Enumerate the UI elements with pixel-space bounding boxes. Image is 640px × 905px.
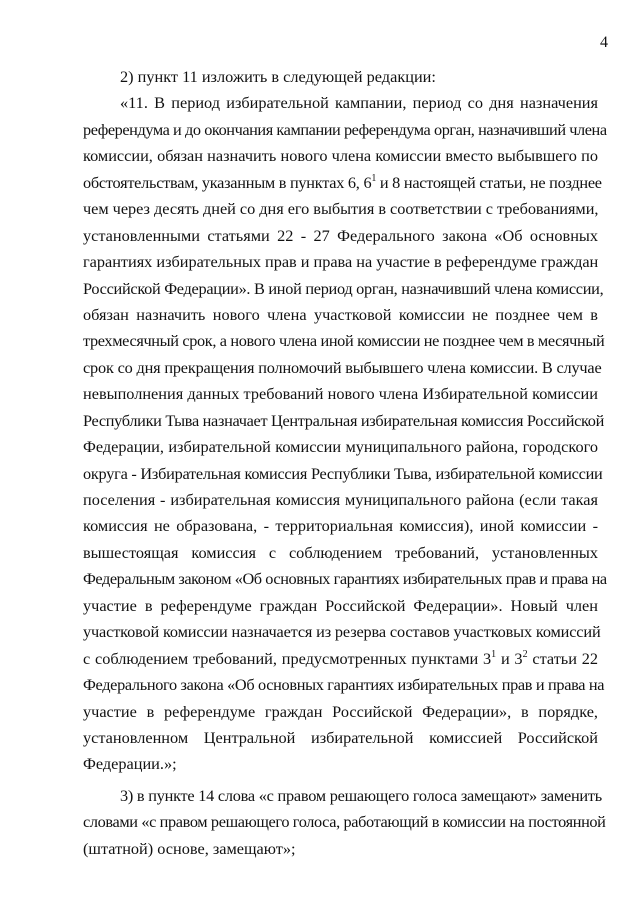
paragraph-line xyxy=(83,117,607,143)
superscript: 1 xyxy=(491,648,497,660)
paragraph-text: Федеральным законом «Об основных гарантиях избирательных прав и права на xyxy=(83,569,607,589)
paragraph-line xyxy=(120,90,598,116)
paragraph-text: трехмесячный срок, а нового члена иной комиссии не позднее чем в месячный xyxy=(83,331,605,351)
paragraph-line xyxy=(83,540,598,566)
text-segment: обстоятельствам, указанным в пунктах 6, 6 xyxy=(83,172,372,192)
text-segment: статьи 22 xyxy=(527,648,599,668)
paragraph-line xyxy=(120,783,602,809)
paragraph-text: комиссия не образована, - территориальная комиссия), иной комиссии - xyxy=(83,516,598,536)
paragraph-line xyxy=(83,461,603,487)
superscript: 2 xyxy=(522,648,528,660)
document-body xyxy=(83,64,607,862)
paragraph-text: гарантиях избирательных прав и права на участие в референдуме граждан xyxy=(83,252,599,272)
paragraph-text: вышестоящая комиссия с соблюдением требований, установленных xyxy=(83,542,598,562)
paragraph-text: (штатной) основе, замещают»; xyxy=(83,838,296,858)
paragraph-line xyxy=(83,646,598,672)
paragraph-text: поселения - избирательная комиссия муниципального района (если такая xyxy=(83,490,598,509)
paragraph-line xyxy=(83,513,598,539)
text-segment: и 3 xyxy=(496,648,523,668)
paragraph-text: Федерации, избирательной комиссии муниципального района, городского xyxy=(83,437,598,457)
paragraph-line xyxy=(83,487,598,513)
paragraph-line xyxy=(83,725,598,751)
paragraph-line xyxy=(83,434,598,460)
paragraph-text: участие в референдуме граждан Российской Федерации». Новый член xyxy=(83,595,598,615)
paragraph-line xyxy=(83,249,598,275)
paragraph-intro-text: 2) пункт 11 изложить в следующей редакции: xyxy=(120,67,436,86)
paragraph-text: участие в референдуме граждан Российской Федерации», в порядке, xyxy=(83,701,598,721)
paragraph-line xyxy=(83,672,605,698)
paragraph-line xyxy=(83,302,598,328)
paragraph-line xyxy=(83,381,598,407)
paragraph-text: невыполнения данных требований нового члена Избирательной комиссии xyxy=(83,384,598,404)
paragraph-text: комиссии, обязан назначить нового члена комиссии вместо выбывшего по xyxy=(83,146,598,166)
paragraph-line xyxy=(83,328,605,354)
paragraph-text: Федерации.»; xyxy=(83,754,177,774)
text-segment: с соблюдением требований, предусмотренных пунктами 3 xyxy=(83,648,492,668)
paragraph-text: Российской Федерации». В иной период орган, назначивший члена комиссии, xyxy=(83,278,604,298)
paragraph-line xyxy=(83,223,598,249)
paragraph-line xyxy=(83,836,598,862)
page-number: 4 xyxy=(600,34,608,51)
paragraph-line xyxy=(83,619,601,645)
paragraph-text-with-superscript xyxy=(83,646,598,672)
paragraph-text: установленными статьями 22 - 27 Федерального закона «Об основных xyxy=(83,225,598,245)
paragraph-text: чем через десять дней со дня его выбытия в соответствии с требованиями, xyxy=(83,199,599,219)
paragraph-line xyxy=(83,809,606,835)
paragraph-text: 3) в пункте 14 слова «с правом решающего голоса замещают» заменить xyxy=(120,785,602,805)
paragraph-line xyxy=(83,566,607,592)
paragraph-text: Федерального закона «Об основных гарантиях избирательных прав и права на xyxy=(83,675,605,695)
paragraph-line xyxy=(83,593,598,619)
paragraph-text: округа - Избирательная комиссия Республики Тыва, избирательной комиссии xyxy=(83,463,603,483)
paragraph-text: Республики Тыва назначает Центральная избирательная комиссия Российской xyxy=(83,410,605,430)
paragraph-text-with-superscript xyxy=(83,170,602,196)
paragraph-line xyxy=(83,276,604,302)
paragraph-line xyxy=(83,408,605,434)
paragraph-text: срок со дня прекращения полномочий выбывшего члена комиссии. В случае xyxy=(83,357,602,377)
paragraph-line xyxy=(120,64,598,90)
paragraph-text: установленном Центральной избирательной комиссией Российской xyxy=(83,727,598,747)
paragraph-text: участковой комиссии назначается из резерва составов участковых комиссий xyxy=(83,622,601,642)
paragraph-line xyxy=(83,143,598,169)
paragraph-line xyxy=(83,196,598,222)
paragraph-line xyxy=(83,355,602,381)
paragraph-text: словами «с правом решающего голоса, работающий в комиссии на постоянной xyxy=(83,812,606,832)
paragraph-text: «11. В период избирательной кампании, период со дня назначения xyxy=(120,93,598,113)
text-segment: и 8 настоящей статьи, не позднее xyxy=(376,172,602,192)
superscript: 1 xyxy=(371,172,377,184)
paragraph-text: референдума и до окончания кампании референдума орган, назначивший члена xyxy=(83,119,607,139)
paragraph-line xyxy=(83,170,602,196)
paragraph-line xyxy=(83,751,598,777)
paragraph-text: обязан назначить нового члена участковой комиссии не позднее чем в xyxy=(83,304,598,324)
paragraph-line xyxy=(83,699,598,725)
